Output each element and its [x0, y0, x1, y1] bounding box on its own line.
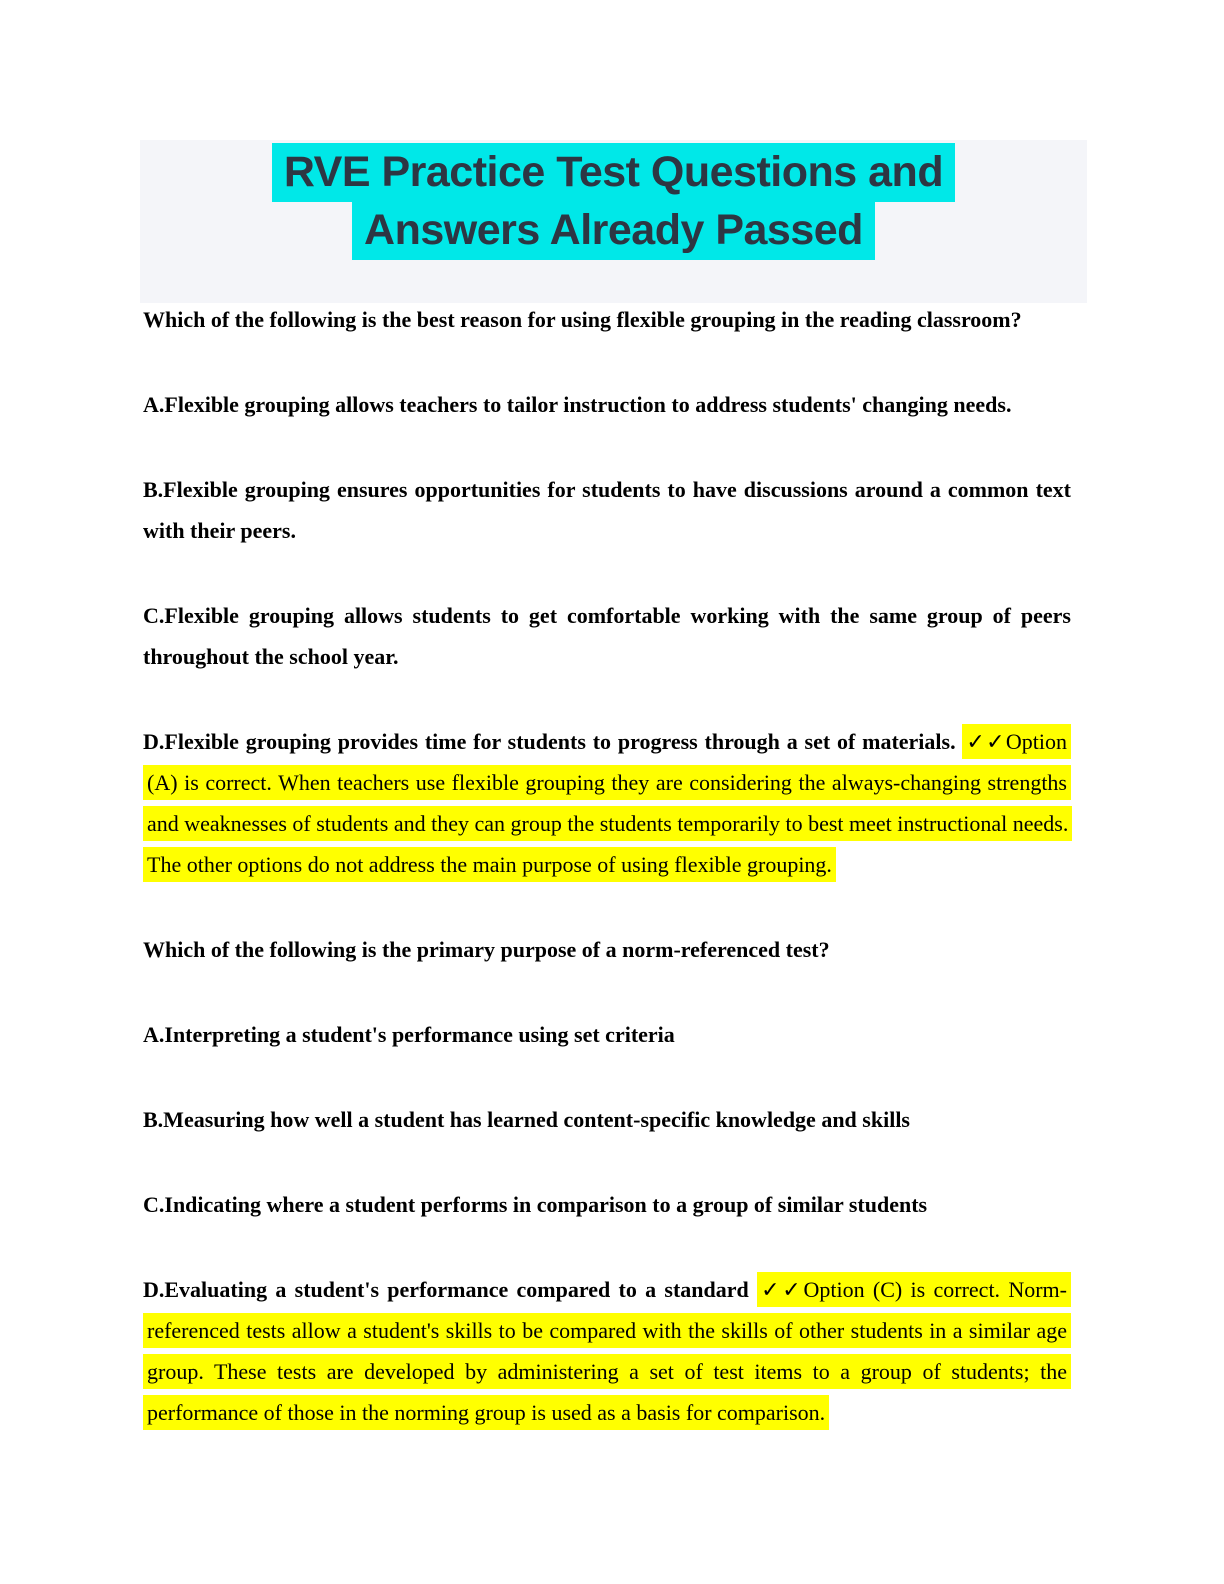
question-2-option-d: D.Evaluating a student's performance compared to a standard — [143, 1277, 758, 1302]
question-1-option-a: A.Flexible grouping allows teachers to tailor instruction to address students' changing needs. — [143, 392, 1012, 417]
question-2-option-a: A.Interpreting a student's performance using set criteria — [143, 1022, 675, 1047]
question-2-option-d-and-answer — [143, 1269, 1071, 1433]
question-1-option-b: B.Flexible grouping ensures opportunities for students to have discussions around a common text with their peers. — [143, 477, 1071, 543]
question-1-option-d: D.Flexible grouping provides time for students to progress through a set of materials. — [143, 729, 963, 754]
question-1-option-c: C.Flexible grouping allows students to get comfortable working with the same group of peers throughout the school year. — [143, 603, 1071, 669]
question-2-text: Which of the following is the primary purpose of a norm-referenced test? — [143, 937, 830, 962]
title-highlight-1: RVE Practice Test Questions and — [272, 143, 955, 202]
question-1-option-d-and-answer — [143, 721, 1071, 885]
title-highlight-2: Answers Already Passed — [352, 201, 875, 260]
question-block-1 — [143, 299, 1071, 885]
question-1-text: Which of the following is the best reason for using flexible grouping in the reading classroom? — [143, 307, 1022, 332]
question-2-option-b: B.Measuring how well a student has learned content-specific knowledge and skills — [143, 1107, 910, 1132]
question-1-correct-answer-highlight: ✓✓Option (A) is correct. When teachers use flexible grouping they are considering the always-changing strengths and weaknesses of students and they can group the students temporarily to best meet instructional needs. The other options do not address the main purpose of using flexible grouping. — [143, 724, 1072, 882]
question-2-option-c: C.Indicating where a student performs in comparison to a group of similar students — [143, 1192, 928, 1217]
question-block-2 — [143, 929, 1071, 1433]
question-2-correct-answer-highlight: ✓✓Option (C) is correct. Norm-referenced tests allow a student's skills to be compared with the skills of other students in a similar age group. These tests are developed by administering a set of test items to a group of students; the performance of those in the norming group is used as a basis for comparison. — [143, 1272, 1071, 1430]
